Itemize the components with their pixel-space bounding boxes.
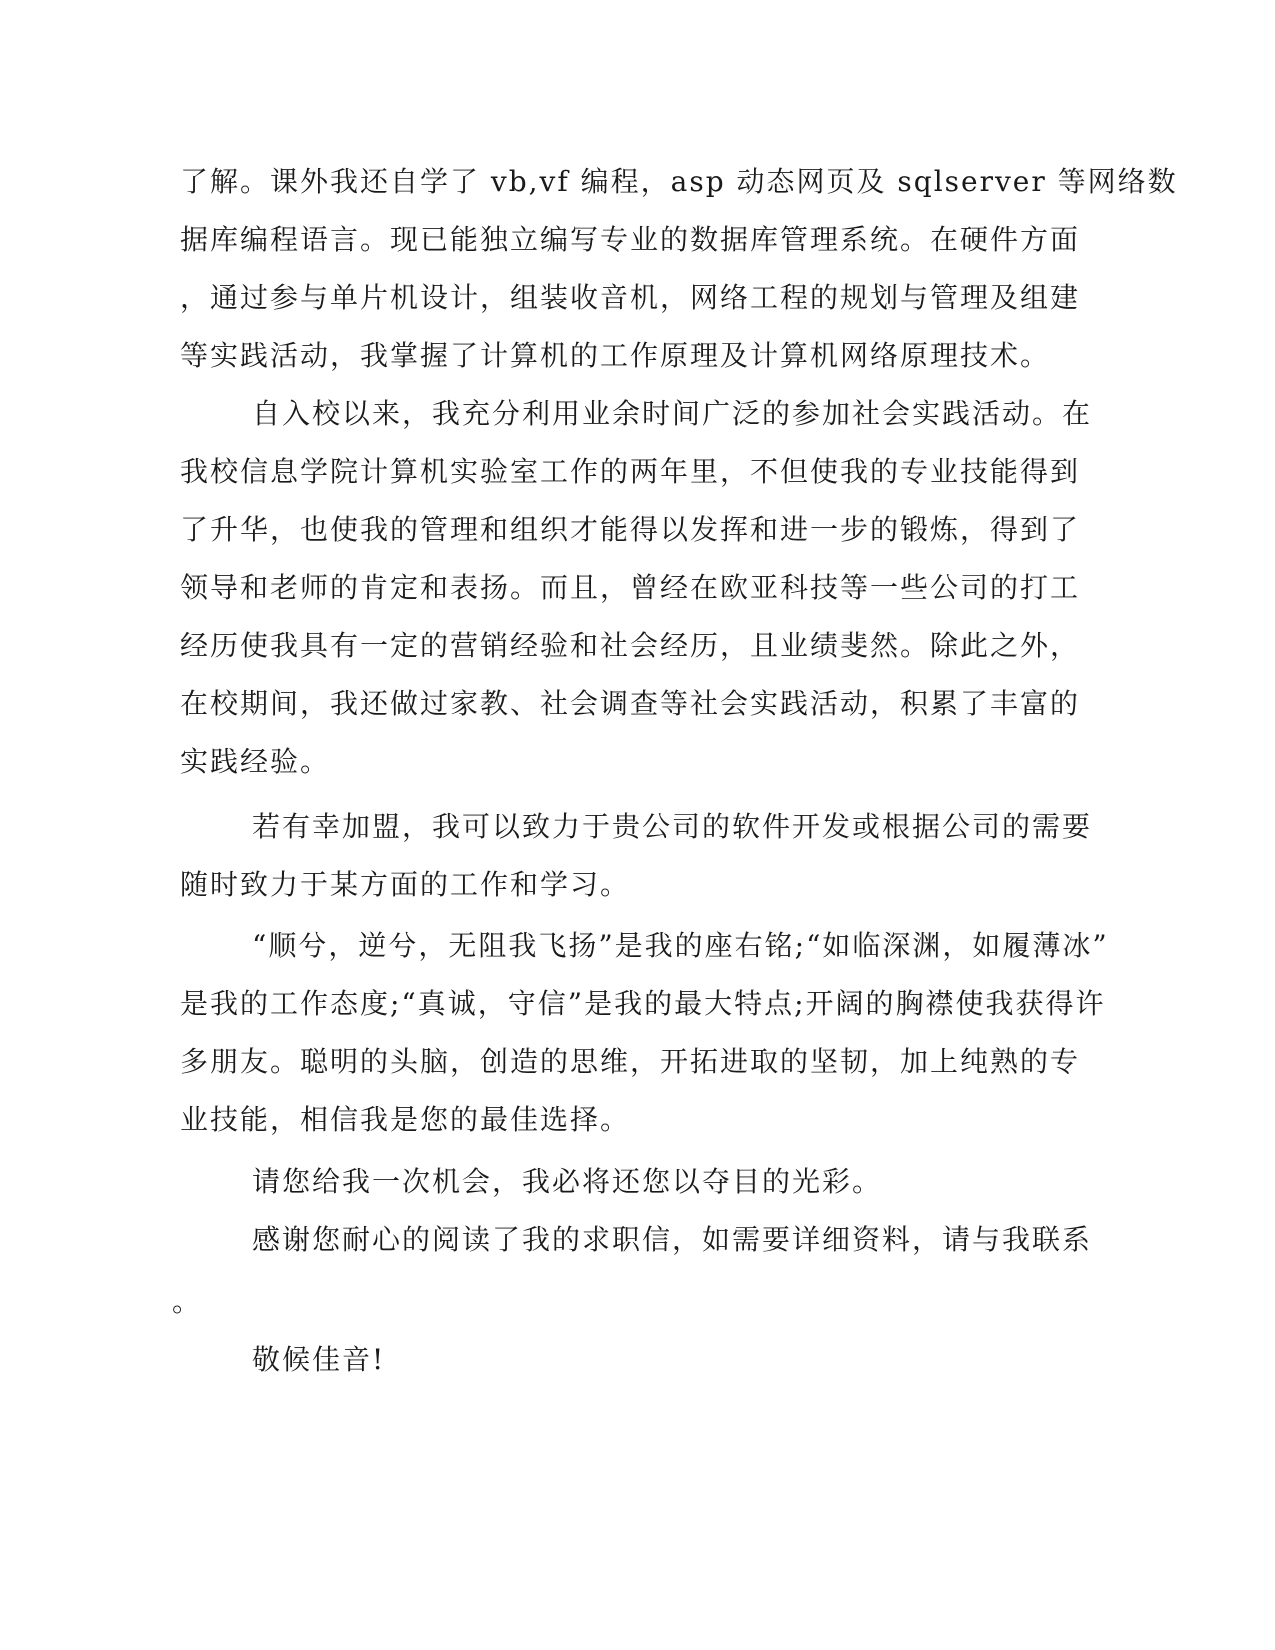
text-line: 等实践活动，我掌握了计算机的工作原理及计算机网络原理技术。 [180,339,1051,372]
text-line: 随时致力于某方面的工作和学习。 [180,868,631,901]
closing-line: 敬候佳音! [252,1343,386,1376]
text-line: 请您给我一次机会，我必将还您以夺目的光彩。 [252,1165,883,1198]
text-line: 我校信息学院计算机实验室工作的两年里，不但使我的专业技能得到 [180,455,1081,488]
text-line: “顺兮，逆兮，无阻我飞扬”是我的座右铭;“如临深渊，如履薄冰” [252,929,1109,962]
text-line: 经历使我具有一定的营销经验和社会经历，且业绩斐然。除此之外， [180,629,1081,662]
text-line: 据库编程语言。现已能独立编写专业的数据库管理系统。在硬件方面 [180,223,1081,256]
text-line: 若有幸加盟，我可以致力于贵公司的软件开发或根据公司的需要 [252,810,1093,843]
text-line: 了升华，也使我的管理和组织才能得以发挥和进一步的锻炼，得到了 [180,513,1081,546]
text-line: 在校期间，我还做过家教、社会调查等社会实践活动，积累了丰富的 [180,687,1081,720]
text-line: 了解。课外我还自学了 vb,vf 编程，asp 动态网页及 sqlserver 等网络数 [180,165,1178,198]
text-line: 实践经验。 [180,745,331,778]
text-line: 领导和老师的肯定和表扬。而且，曾经在欧亚科技等一些公司的打工 [180,571,1081,604]
text-line: 感谢您耐心的阅读了我的求职信，如需要详细资料，请与我联系 [252,1223,1093,1256]
text-line: 多朋友。聪明的头脑，创造的思维，开拓进取的坚韧，加上纯熟的专 [180,1045,1081,1078]
text-line: 是我的工作态度;“真诚，守信”是我的最大特点;开阔的胸襟使我获得许 [180,987,1106,1020]
text-line: 业技能，相信我是您的最佳选择。 [180,1103,631,1136]
text-line: 自入校以来，我充分利用业余时间广泛的参加社会实践活动。在 [252,397,1093,430]
text-line: 。 [172,1285,203,1318]
text-line: ，通过参与单片机设计，组装收音机，网络工程的规划与管理及组建 [180,281,1081,314]
